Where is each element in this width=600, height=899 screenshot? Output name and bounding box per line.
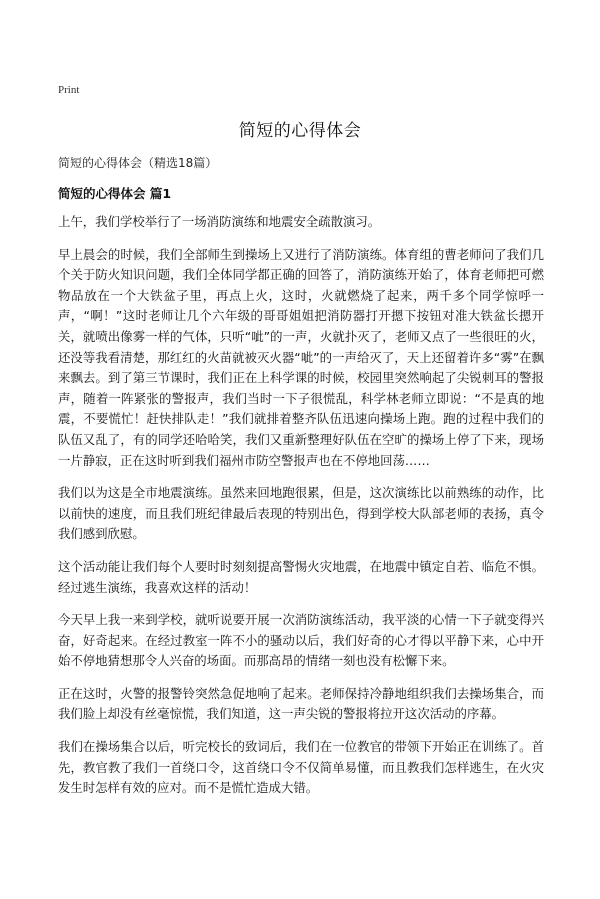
paragraph-1: 上午，我们学校举行了一场消防演练和地震安全疏散演习。 [58,214,381,229]
paragraph-4: 这个活动能让我们每个人要时时刻刻提高警惕火灾地震，在地震中镇定自若、临危不惧。经过逃生演练，我喜欢这样的活动！ [58,558,544,595]
paragraph-2: 早上晨会的时候，我们全部师生到操场上又进行了消防演练。体育组的曹老师问了我们几个关于防火知识问题，我们全体同学都正确的回答了，消防演练开始了，体育老师把可燃物品放在一个大铁盆子里，再点上火，这时，火就燃烧了起来，两千多个同学惊呼一声，“啊！”这时老师让几个六年级的哥哥姐姐把消防器打开摁下按钮对准大铁盆长摁开关，就喷出像雾一样的气体，只听“呲”的一声，火就扑灭了，老师又点了一些很旺的火，还没等我看清楚，那红红的火苗就被灭火器“呲”的一声给灭了，天上还留着许多“雾”在飘来飘去。到了第三节课时，我们正在上科学课的时候，校园里突然响起了尖锐刺耳的警报声，随着一阵紧张的警报声，我们当时一下子很慌乱，科学林老师立即说：“不是真的地震，不要慌忙！赶快排队走！”我们就排着整齐队伍迅速向操场上跑。跑的过程中我们的队伍又乱了，有的同学还哈哈笑，我们又重新整理好队伍在空旷的操场上停了下来，现场一片静寂，正在这时听到我们福州市防空警报声也在不停地回荡…… [58,246,544,468]
paragraph-6: 正在这时，火警的报警铃突然急促地响了起来。老师保持冷静地组织我们去操场集合，而我们脸上却没有丝毫惊慌，我们知道，这一声尖锐的警报将拉开这次活动的序幕。 [58,685,544,722]
paragraph-5: 今天早上我一来到学校，就听说要开展一次消防演练活动，我平淡的心情一下子就变得兴奋，好奇起来。在经过教室一阵不小的骚动以后，我们好奇的心才得以平静下来，心中开始不停地猜想那令人兴奋的场面。而那高昂的情绪一刻也没有松懈下来。 [58,612,544,669]
paragraph-3: 我们以为这是全市地震演练。虽然来回地跑很累，但是，这次演练比以前熟练的动作，比以前快的速度，而且我们班纪律最后表现的特别出色，得到学校大队部老师的表扬，真令我们感到欣慰。 [58,485,544,542]
print-label: Print [58,84,80,96]
paragraph-7: 我们在操场集合以后，听完校长的致词后，我们在一位教官的带领下开始正在训练了。首先，教官教了我们一首绕口令，这首绕口令不仅简单易懂，而且教我们怎样逃生，在火灾发生时怎样有效的应对。而不是慌忙造成大错。 [58,739,544,796]
document-title: 简短的心得体会 [238,121,362,141]
document-body [58,212,544,811]
section-heading: 简短的心得体会 篇1 [58,186,172,201]
document-subtitle: 简短的心得体会（精选18篇） [58,156,218,170]
